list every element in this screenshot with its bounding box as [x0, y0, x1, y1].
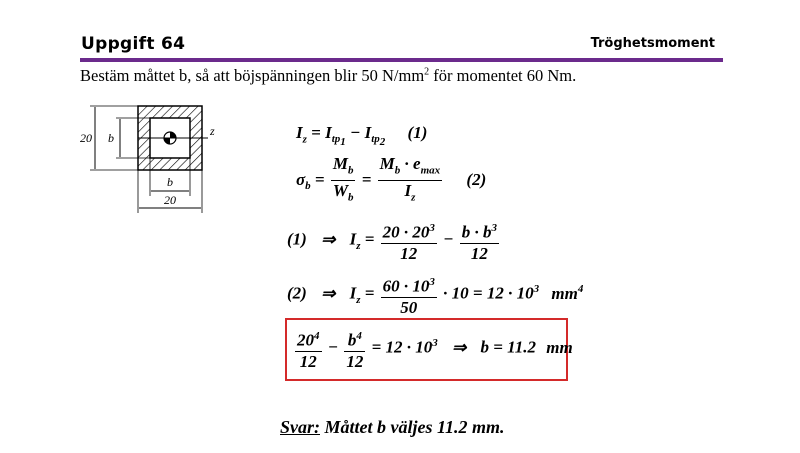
equation-1: $I_z = I_{tp_1} - I_{tp_2}$ (1)	[296, 123, 428, 149]
equation-5: $\frac{20^4}{12}$ − $\frac{b^4}{12}$ = $12 \cdot 10^3$ ⇒ b = 11.2 mm	[293, 326, 573, 372]
answer-label: Svar:	[280, 417, 320, 437]
problem-text-before: Bestäm måttet b, så att böjspänningen blir 50 N/mm	[80, 66, 425, 85]
page-title: Uppgift 64	[81, 34, 186, 54]
equation-4: (2) ⇒ $I_z$ = $\frac{60 \cdot 10^3}{50}$ · $10 = 12 \cdot 10^3$ $mm^4$	[287, 272, 583, 318]
cross-section-figure	[70, 98, 230, 222]
cross-section-drawing	[70, 98, 230, 218]
answer-text: Måttet b väljes 11.2 mm.	[324, 417, 505, 437]
inner-width-label: b	[167, 175, 173, 189]
outer-height-label: 20	[80, 131, 92, 145]
outer-width-label: 20	[164, 193, 176, 207]
problem-exponent: 2	[424, 66, 430, 78]
equation-3: (1) ⇒ $I_z$ = $\frac{20 \cdot 20^3}{12}$ − $\frac{b \cdot b^3}{12}$	[287, 218, 501, 264]
topic-label: Tröghetsmoment	[590, 36, 715, 51]
equation-ref-2: (2)	[466, 169, 487, 189]
z-axis-label: z	[210, 124, 215, 138]
inner-height-label: b	[108, 131, 114, 145]
equation-ref-1: (1)	[407, 123, 428, 142]
problem-statement	[80, 66, 576, 86]
result-value: b = 11.2	[480, 337, 536, 357]
header-divider	[80, 58, 723, 62]
equation-2: $\sigma_b$ = $\frac{M_b}{W_b}$ = $\frac{M_b \cdot e_{max}}{I_z}$ (2)	[296, 154, 487, 204]
problem-text-after: för momentet 60 Nm.	[429, 66, 577, 85]
final-answer	[280, 417, 505, 438]
